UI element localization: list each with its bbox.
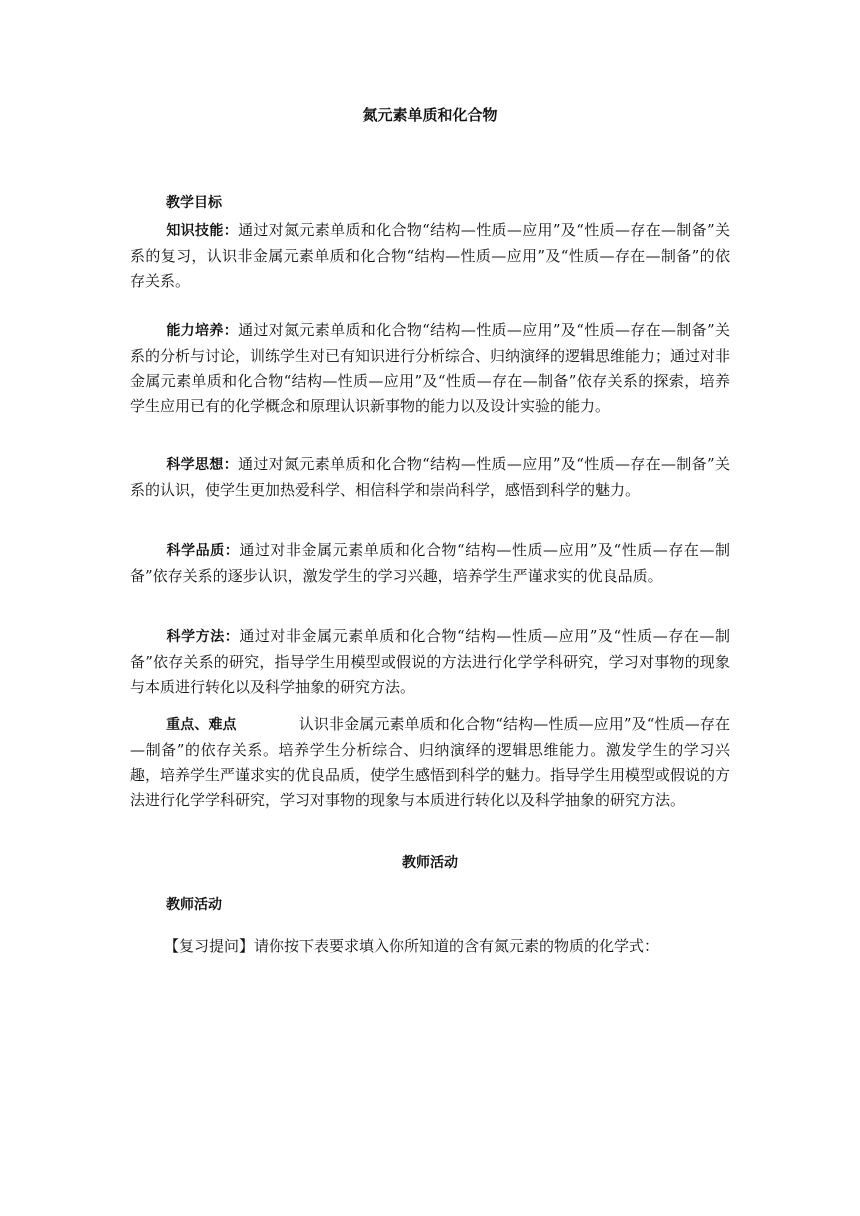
section-scientific-thought: [130, 452, 730, 503]
key-points-text: 认识非金属元素单质和化合物“结构—性质—应用”及“性质—存在—制备”的依存关系。培养学生分析综合、归纳演绎的逻辑思维能力。激发学生的学习兴趣，培养学生严谨求实的优良品质，使学生感悟到科学的魅力。指导学生用模型或假说的方法进行化学学科研究，学习对事物的现象与本质进行转化以及科学抽象的研究方法。: [130, 715, 731, 809]
section-text: 通过对氮元素单质和化合物“结构—性质—应用”及“性质—存在—制备”关系的分析与讨论，训练学生对已有知识进行分析综合、归纳演绎的逻辑思维能力；通过对非金属元素单质和化合物“结构—性质—应用”及“性质—存在—制备”依存关系的探索，培养学生应用已有的化学概念和原理认识新事物的能力以及设计实验的能力。: [130, 321, 731, 415]
section-text: 通过对非金属元素单质和化合物“结构—性质—应用”及“性质—存在—制备”依存关系的研究，指导学生用模型或假说的方法进行化学学科研究，学习对事物的现象与本质进行转化以及科学抽象的研究方法。: [130, 627, 731, 696]
section-lead: 科学思想：: [166, 457, 239, 473]
section-lead: 科学方法：: [166, 629, 240, 645]
section-key-points: [130, 712, 730, 813]
review-question: 【复习提问】请你按下表要求填入你所知道的含有氮元素的物质的化学式：: [164, 937, 660, 955]
section-scientific-method: [130, 624, 730, 700]
section-knowledge-skills: [130, 218, 730, 294]
section-scientific-quality: [130, 538, 730, 589]
section-lead: 能力培养：: [166, 323, 239, 339]
teacher-activity-center-heading: 教师活动: [402, 855, 458, 871]
section-text: 通过对氮元素单质和化合物“结构—性质—应用”及“性质—存在—制备”关系的复习，认识非金属元素单质和化合物“结构—性质—应用”及“性质—存在—制备”的依存关系。: [130, 221, 731, 290]
section-ability-training: [130, 318, 730, 419]
teacher-activity-heading: 教师活动: [166, 897, 222, 913]
section-text: 通过对氮元素单质和化合物“结构—性质—应用”及“性质—存在—制备”关系的认识，使学生更加热爱科学、相信科学和崇尚科学，感悟到科学的魅力。: [130, 455, 731, 499]
objectives-heading: 教学目标: [166, 195, 222, 211]
section-lead: 科学品质：: [166, 543, 240, 559]
key-points-lead: 重点、难点: [166, 717, 237, 733]
section-lead: 知识技能：: [166, 223, 239, 239]
document-title: 氮元素单质和化合物: [362, 106, 498, 124]
section-text: 通过对非金属元素单质和化合物“结构—性质—应用”及“性质—存在—制备”依存关系的逐步认识，激发学生的学习兴趣，培养学生严谨求实的优良品质。: [130, 541, 731, 585]
